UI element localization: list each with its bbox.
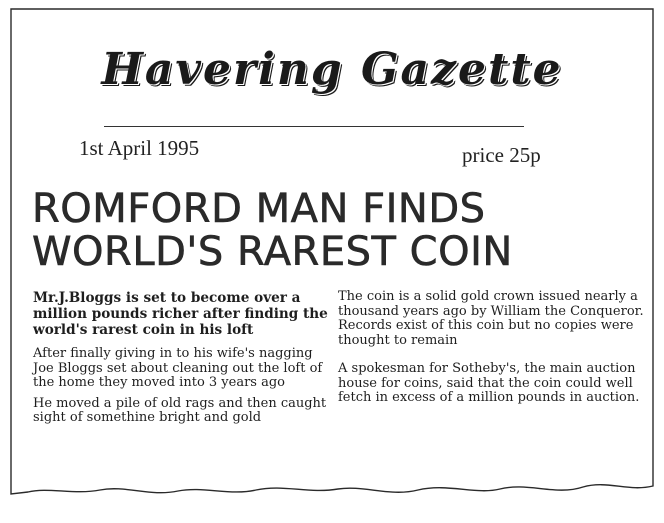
article-paragraph: After finally giving in to his wife's nagging Joe Bloggs set about cleaning out the loft of the home they moved into 3 years ago xyxy=(33,346,323,390)
newspaper-paper xyxy=(8,6,656,518)
article-paragraph: He moved a pile of old rags and then caught sight of somethine bright and gold xyxy=(33,395,327,425)
article-paragraph: A spokesman for Sotheby's, the main auction house for coins, said that the coin could well fetch in excess of a million pounds in auction. xyxy=(338,361,640,405)
article-column-right xyxy=(338,290,648,420)
masthead-rule xyxy=(104,126,524,127)
issue-date: 1st April 1995 xyxy=(79,136,200,160)
article-paragraph: The coin is a solid gold crown issued nearly a thousand years ago by William the Conqueror. Records exist of this coin but no copies were thought to remain xyxy=(338,289,644,348)
issue-price: price 25p xyxy=(462,143,541,167)
article-column-left xyxy=(33,290,335,432)
masthead-title: Havering Gazette xyxy=(101,44,563,95)
article-lead: Mr.J.Bloggs is set to become over a million pounds richer after finding the world's rarest coin in his loft xyxy=(33,290,328,338)
headline: ROMFORD MAN FINDS WORLD'S RAREST COIN xyxy=(32,186,513,275)
